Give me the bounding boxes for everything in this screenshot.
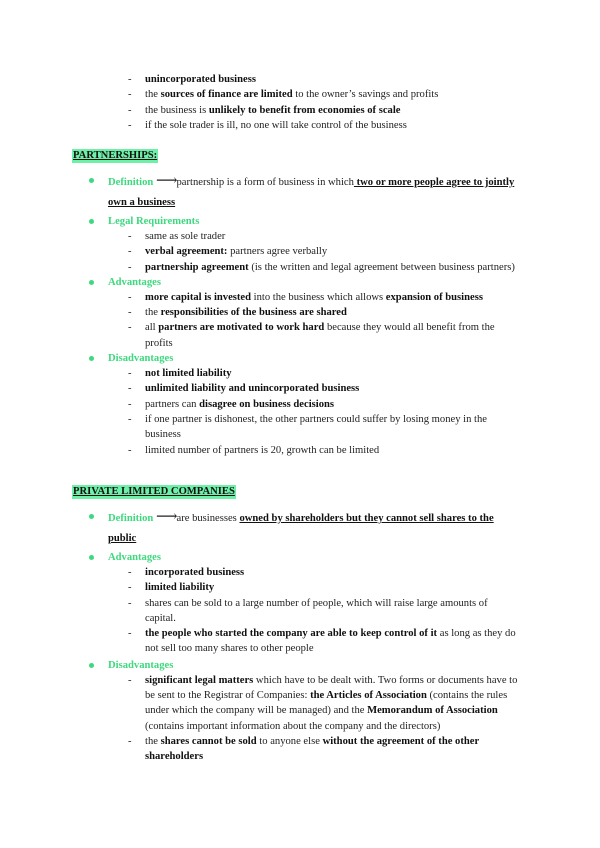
text: the (145, 89, 161, 101)
section-heading: PRIVATE LIMITED COMPANIES (73, 486, 235, 497)
bold-text: incorporated business (145, 567, 245, 578)
disadvantages-label (0, 658, 600, 673)
bold-text: not limited liability (145, 368, 232, 380)
list-item (0, 443, 600, 458)
advantages-list (0, 565, 600, 657)
advantages-list (0, 290, 600, 351)
label-text: Legal Requirements (108, 216, 200, 227)
disadvantages-label (0, 351, 600, 366)
bullet-dot-icon (89, 663, 94, 668)
definition-label: Definition (108, 177, 154, 188)
list-item (0, 580, 600, 595)
text: (contains the rules under which the company will be managed) and the (145, 690, 508, 717)
bullet-dot-icon (89, 555, 94, 560)
label-text: Advantages (108, 552, 161, 563)
list-item (0, 260, 600, 275)
list-item (0, 734, 600, 765)
legal-requirements-label (0, 214, 600, 229)
text: because they would all benefit from the profits (145, 322, 495, 349)
intro-list (0, 72, 600, 133)
disadvantages-list (0, 366, 600, 458)
definition-emphasis: two or more people agree to jointly own a business (108, 177, 515, 208)
definition-bullet (0, 507, 600, 549)
section-heading: PARTNERSHIPS: (73, 150, 158, 161)
text: same as sole trader (145, 231, 226, 242)
text: all (145, 322, 159, 334)
bold-text: the people who started the company are able to keep control of it (145, 628, 438, 640)
text: the (145, 307, 161, 319)
definition-text: are businesses (176, 513, 240, 524)
text: into the business which allows (251, 291, 386, 303)
bold-text: sources of finance are limited (160, 89, 293, 101)
list-item (0, 397, 600, 412)
bold-text: limited liability (145, 582, 215, 594)
text: if the sole trader is ill, no one will take control of the business (145, 119, 407, 131)
list-item (0, 72, 600, 87)
bold-text: expansion of business (385, 291, 483, 303)
partnerships-section (0, 149, 600, 458)
bold-text: unlimited liability and unincorporated business (145, 383, 360, 395)
text: to anyone else (256, 735, 323, 747)
arrow-icon: ⟶ (155, 173, 177, 189)
arrow-icon: ⟶ (155, 509, 177, 525)
bold-text: without the agreement of the other shareholders (145, 735, 479, 763)
list-item (0, 565, 600, 580)
list-item (0, 229, 600, 244)
disadvantages-list (0, 673, 600, 765)
list-item (0, 290, 600, 305)
list-item (0, 103, 600, 118)
bold-text: partners are motivated to work hard (158, 322, 325, 334)
text: (is the written and legal agreement between business partners) (248, 261, 515, 273)
bold-text: Memorandum of Association (367, 705, 498, 717)
list-item (0, 626, 600, 657)
text: the business is (145, 104, 209, 116)
bold-text: shares cannot be sold (160, 735, 257, 747)
bold-text: partnership agreement (145, 261, 249, 273)
bullet-dot-icon (89, 514, 94, 519)
list-item (0, 412, 600, 443)
bullet-dot-icon (89, 280, 94, 285)
bold-text: the Articles of Association (310, 690, 427, 702)
list-item (0, 118, 600, 133)
list-item (0, 320, 600, 351)
list-item (0, 673, 600, 734)
bold-text: responsibilities of the business are shared (160, 307, 347, 319)
list-item (0, 381, 600, 396)
text: if one partner is dishonest, the other partners could suffer by losing money in the business (145, 413, 487, 441)
label-text: Disadvantages (108, 353, 174, 365)
bullet-dot-icon (89, 356, 94, 361)
label-text: Disadvantages (108, 659, 174, 671)
text: partners can (145, 398, 200, 410)
list-item (0, 244, 600, 259)
legal-list (0, 229, 600, 275)
list-item (0, 596, 600, 627)
bold-text: verbal agreement: (145, 246, 228, 258)
bold-text: unincorporated business (145, 74, 256, 85)
definition-label: Definition (108, 513, 154, 524)
text: which have to be dealt with. Two forms or documents have to be sent to the Registrar of Companies: (145, 674, 518, 702)
bold-text: more capital is invested (145, 291, 252, 303)
definition-emphasis: owned by shareholders but they cannot sell shares to the public (108, 513, 494, 544)
private-limited-section (0, 485, 600, 765)
text: the (145, 735, 161, 747)
bullet-dot-icon (89, 219, 94, 224)
bold-text: significant legal matters (145, 674, 254, 686)
bold-text: unlikely to benefit from economies of scale (208, 104, 401, 116)
label-text: Advantages (108, 276, 161, 288)
advantages-label (0, 275, 600, 290)
text: to the owner’s savings and profits (292, 89, 439, 101)
list-item (0, 305, 600, 320)
definition-text: partnership is a form of business in which (176, 177, 354, 188)
list-item (0, 87, 600, 102)
text: shares can be sold to a large number of people, which will raise large amounts of capital. (145, 597, 488, 624)
bullet-dot-icon (89, 178, 94, 183)
bold-text: disagree on business decisions (199, 398, 335, 410)
text: partners agree verbally (227, 246, 328, 258)
definition-bullet (0, 171, 600, 213)
list-item (0, 366, 600, 381)
advantages-label (0, 550, 600, 565)
text: as long as they do not sell too many shares to other people (145, 628, 516, 655)
text: (contains important information about the company and the directors) (145, 720, 441, 732)
text: limited number of partners is 20, growth can be limited (145, 444, 380, 456)
